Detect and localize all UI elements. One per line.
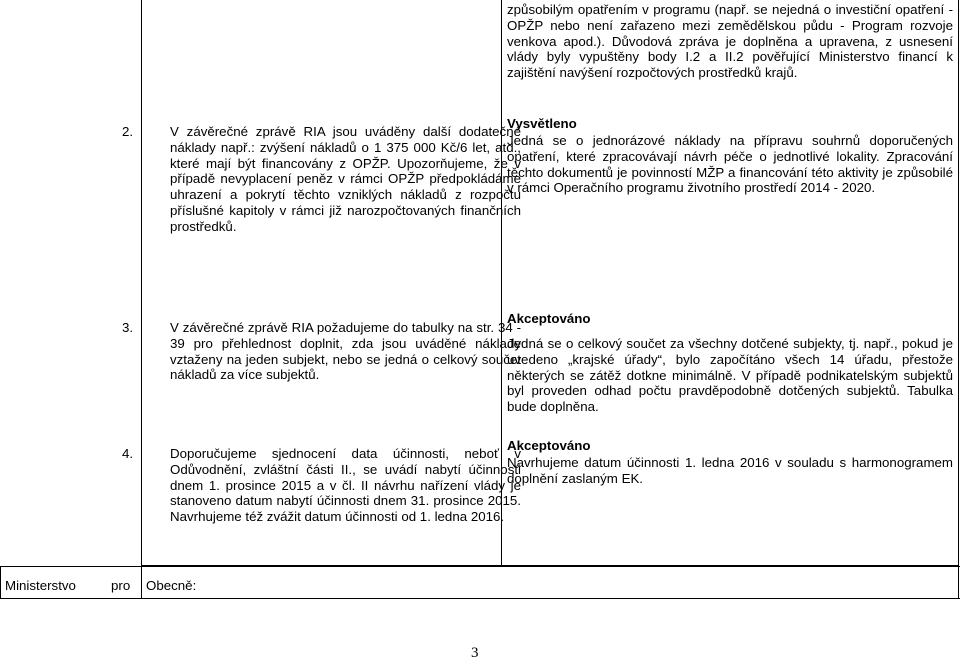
comment-text: Doporučujeme sjednocení data účinnosti, neboť v Odůvodnění, zvláštní části II., se uvádí nabytí účinnosti dnem 1. prosince 2015 a v čl. II návrhu nařízení vlády je stanoveno datum nabytí účinnosti dnem 31. prosince 2015. Navrhujeme též zvážit datum účinnosti od 1. ledna 2016. bbox=[170, 446, 521, 525]
footer-right-border bbox=[958, 566, 959, 599]
item-number: 3. bbox=[122, 320, 134, 335]
footer-bottom-border bbox=[0, 598, 960, 599]
status-label: Vysvětleno bbox=[507, 116, 577, 131]
comment-item-4 bbox=[122, 446, 521, 525]
response-text: Jedná se o jednorázové náklady na přípravu souhrnů doporučených opatření, které zpracovávají návrh péče o jednotlivé lokality. Zpracování těchto dokumentů je povinností MŽP a financování této aktivity je způsobilé v rámci Operačního programu životního prostředí 2014 - 2020. bbox=[507, 133, 953, 196]
footer-word-2: pro bbox=[111, 578, 131, 593]
comment-text: V závěrečné zprávě RIA požadujeme do tabulky na str. 34 - 39 pro přehlednost doplnit, zda jsou uváděné náklady vztaženy na jeden subjekt, nebo se jedná o celkový součet nákladů za více subjektů. bbox=[170, 320, 521, 383]
item-number: 2. bbox=[122, 124, 134, 139]
footer-divider bbox=[141, 566, 142, 599]
comment-text: V závěrečné zprávě RIA jsou uváděny další dodatečné náklady např.: zvýšení nákladů o 1 375 000 Kč/6 let, atd., které mají být financovány z OPŽP. Upozorňujeme, že v případě nevyplacení peněz v rámci OPŽP předpokládáme uhrazení a pokrytí těchto vzniklých nákladů z rozpočtu příslušné kapitoly v rámci již narozpočtovaných finančních prostředků. bbox=[170, 124, 521, 234]
comment-item-3 bbox=[122, 320, 521, 383]
response-text: Jedná se o celkový součet za všechny dotčené subjekty, tj. např., pokud je uvedeno „krajské úřady“, bylo započítáno všech 14 úřadu, přestože některých se zátěž dotkne minimálně. V případě podnikatelským subjektů byl proveden odhad počtu pravděpodobně dotčených subjektů. Tabulka bude doplněna. bbox=[507, 336, 953, 415]
response-text: Navrhujeme datum účinnosti 1. ledna 2016 v souladu s harmonogramem doplnění zaslaným EK. bbox=[507, 455, 953, 486]
status-label: Akceptováno bbox=[507, 311, 591, 326]
item-number: 4. bbox=[122, 446, 134, 461]
footer-left-border bbox=[0, 566, 1, 599]
page-number: 3 bbox=[471, 645, 479, 661]
comment-item-2 bbox=[122, 124, 521, 235]
table-border-right bbox=[958, 0, 959, 566]
status-label: Akceptováno bbox=[507, 438, 591, 453]
table-border-left bbox=[141, 0, 142, 566]
response-continuation: způsobilým opatřením v programu (např. se nejedná o investiční opatření - OPŽP nebo není zařazeno mezi zemědělskou půdu - Program rozvoje venkova apod.). Důvodová zpráva je doplněna a upravena, z usnesení vlády byly vypuštěny body I.2 a II.2 pověřující Ministerstvo financí k zajištění navýšení rozpočtových prostředků krajů. bbox=[507, 2, 953, 81]
footer-word-1: Ministerstvo bbox=[5, 578, 76, 593]
footer-word-3: Obecně: bbox=[146, 578, 197, 593]
footer-top-border bbox=[0, 566, 960, 567]
